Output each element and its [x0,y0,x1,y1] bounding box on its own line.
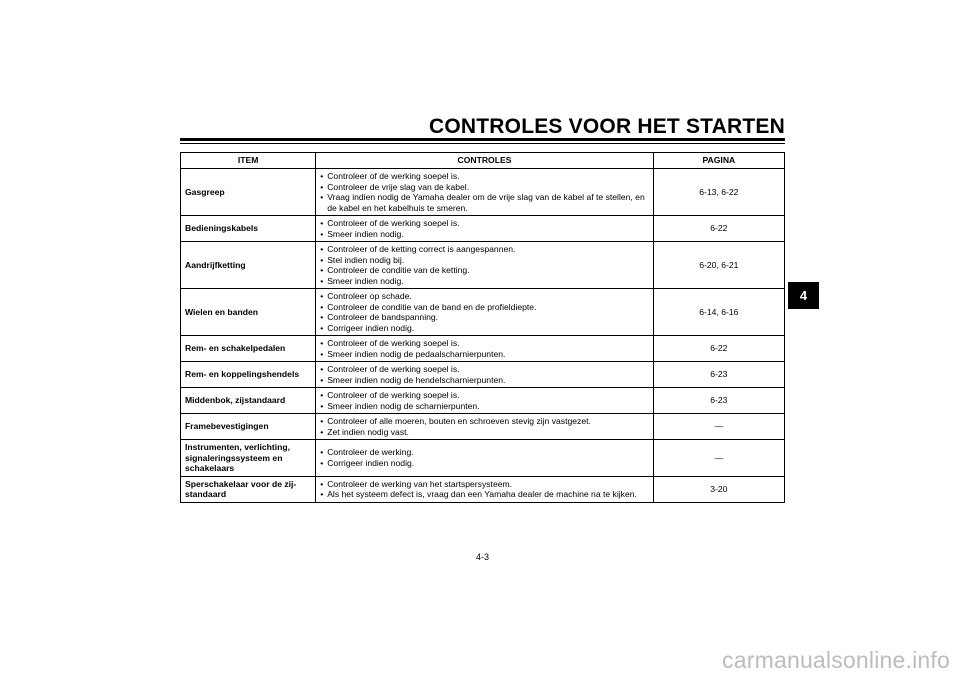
check-item: • Controleer of de ketting correct is aangespannen. [320,244,649,255]
check-item: • Stel indien nodig bij. [320,255,649,266]
table-row [181,476,785,502]
table-header-row [181,153,785,169]
check-item: • Controleer of de werking soepel is. [320,390,649,401]
check-item: • Corrigeer indien nodig. [320,323,649,334]
table-row [181,362,785,388]
row-checks [316,476,654,502]
row-checks [316,388,654,414]
row-checks [316,169,654,216]
row-page-ref: 3-20 [653,476,784,502]
table-body [181,169,785,503]
row-checks [316,289,654,336]
table-row [181,289,785,336]
check-list [320,171,649,213]
check-item: • Controleer of de werking soepel is. [320,218,649,229]
check-list [320,364,649,385]
check-item: • Controleer of alle moeren, bouten en schroeven stevig zijn vastgezet. [320,416,649,427]
row-page-ref: 6-23 [653,388,784,414]
row-checks [316,216,654,242]
check-list [320,338,649,359]
row-page-ref: 6-20, 6-21 [653,242,784,289]
row-checks [316,440,654,477]
column-header-controles: CONTROLES [316,153,654,169]
page-number: 4-3 [475,552,489,562]
table-row [181,336,785,362]
row-item-name: Rem- en koppelingshendels [181,362,316,388]
check-list [320,291,649,333]
check-list [320,218,649,239]
watermark: carmanualsonline.info [722,647,950,673]
row-item-name: Gasgreep [181,169,316,216]
table-row [181,440,785,477]
check-item: • Smeer indien nodig. [320,276,649,287]
row-item-name: Instrumenten, verlichting, signaleringssysteem en schakelaars [181,440,316,477]
controls-table [180,152,785,503]
check-list [320,416,649,437]
table-row [181,242,785,289]
check-list [320,390,649,411]
row-page-ref: — [653,440,784,477]
check-item: • Smeer indien nodig. [320,229,649,240]
column-header-pagina: PAGINA [653,153,784,169]
row-page-ref: 6-23 [653,362,784,388]
row-page-ref: 6-13, 6-22 [653,169,784,216]
check-item: • Als het systeem defect is, vraag dan een Yamaha dealer de machine na te kijken. [320,489,649,500]
row-checks [316,336,654,362]
check-list [320,244,649,286]
table-row [181,216,785,242]
row-item-name: Middenbok, zijstandaard [181,388,316,414]
check-list [320,479,649,500]
table-row [181,169,785,216]
row-page-ref: 6-22 [653,216,784,242]
check-item: • Controleer of de werking soepel is. [320,338,649,349]
check-item: • Smeer indien nodig de pedaalscharnierpunten. [320,349,649,360]
row-item-name: Bedieningskabels [181,216,316,242]
row-item-name: Rem- en schakelpedalen [181,336,316,362]
check-item: • Zet indien nodig vast. [320,427,649,438]
check-item: • Controleer de vrije slag van de kabel. [320,182,649,193]
row-checks [316,414,654,440]
table-row [181,414,785,440]
check-item: • Controleer de werking. [320,447,649,458]
title-rule-thick [180,138,785,141]
check-item: • Vraag indien nodig de Yamaha dealer om de vrije slag van de kabel af te stellen, en de kabel en het kabelhuis te smeren. [320,192,649,213]
check-item: • Corrigeer indien nodig. [320,458,649,469]
check-item: • Controleer de werking van het startspersysteem. [320,479,649,490]
row-item-name: Framebevestigingen [181,414,316,440]
check-item: • Controleer de conditie van de band en de profieldiepte. [320,302,649,313]
check-item: • Controleer op schade. [320,291,649,302]
check-item: • Smeer indien nodig de hendelscharnierpunten. [320,375,649,386]
row-item-name: Sperschakelaar voor de zij-standaard [181,476,316,502]
title-rule-thin [180,143,785,144]
row-page-ref: — [653,414,784,440]
check-item: • Controleer of de werking soepel is. [320,364,649,375]
check-list [320,447,649,468]
row-page-ref: 6-14, 6-16 [653,289,784,336]
chapter-tab[interactable]: 4 [788,282,819,309]
row-checks [316,242,654,289]
check-item: • Controleer of de werking soepel is. [320,171,649,182]
check-item: • Controleer de conditie van de ketting. [320,265,649,276]
page-title: CONTROLES VOOR HET STARTEN [429,115,785,138]
row-checks [316,362,654,388]
check-item: • Controleer de bandspanning. [320,312,649,323]
row-item-name: Aandrijfketting [181,242,316,289]
row-page-ref: 6-22 [653,336,784,362]
row-item-name: Wielen en banden [181,289,316,336]
column-header-item: ITEM [181,153,316,169]
check-item: • Smeer indien nodig de scharnierpunten. [320,401,649,412]
table-row [181,388,785,414]
